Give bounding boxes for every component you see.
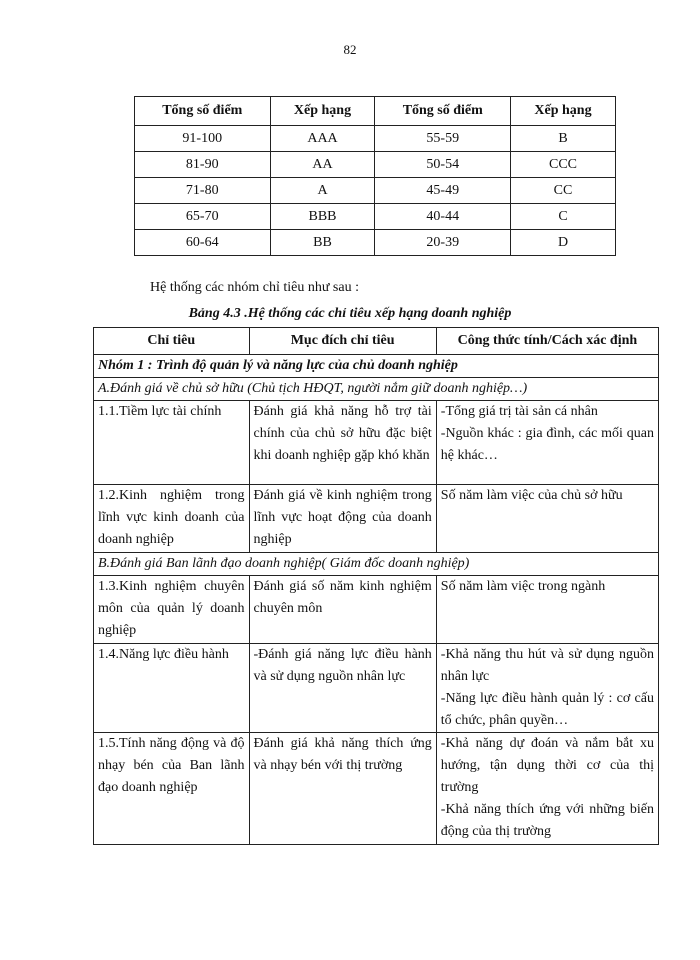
table-cell: 50-54 (375, 152, 511, 178)
purpose-cell: Đánh giá khả năng thích ứng và nhạy bén với thị trường (249, 733, 436, 845)
formula-line: -Tổng giá trị tài sản cá nhân (440, 404, 598, 419)
formula-line: -Khả năng dự đoán và nắm bắt xu hướng, tận dụng thời cơ của thị trường (440, 736, 654, 795)
column-header: Xếp hạng (511, 97, 616, 126)
table-cell: 20-39 (375, 230, 511, 256)
table-cell: 91-100 (135, 126, 271, 152)
criterion-cell: 1.5.Tính năng động và độ nhạy bén của Ban lãnh đạo doanh nghiệp (94, 733, 250, 845)
table-cell: C (511, 204, 616, 230)
criterion-cell: 1.1.Tiềm lực tài chính (94, 401, 250, 485)
table-cell: A (270, 178, 375, 204)
formula-line: -Khả năng thu hút và sử dụng nguồn nhân lực (440, 647, 654, 684)
table-cell: CC (511, 178, 616, 204)
intro-text: Hệ thống các nhóm chỉ tiêu như sau : (150, 280, 359, 295)
table-row (135, 204, 616, 230)
table-cell: B (511, 126, 616, 152)
criterion-cell: 1.2.Kinh nghiệm trong lĩnh vực kinh doanh của doanh nghiệp (94, 485, 250, 553)
formula-cell (436, 644, 658, 733)
group-heading-row (94, 355, 659, 378)
table-row (135, 152, 616, 178)
purpose-cell: -Đánh giá năng lực điều hành và sử dụng nguồn nhân lực (249, 644, 436, 733)
formula-cell (436, 485, 658, 553)
table-row (94, 485, 659, 553)
section-heading: A.Đánh giá về chủ sở hữu (Chủ tịch HĐQT, người nắm giữ doanh nghiệp…) (94, 378, 659, 401)
section-heading-row (94, 378, 659, 401)
column-header: Tổng số điểm (135, 97, 271, 126)
table-cell: D (511, 230, 616, 256)
criteria-table (93, 327, 659, 845)
column-header: Tổng số điểm (375, 97, 511, 126)
section-heading-row (94, 553, 659, 576)
table-cell: 55-59 (375, 126, 511, 152)
criterion-cell: 1.4.Năng lực điều hành (94, 644, 250, 733)
table-header-row (135, 97, 616, 126)
score-rating-table (134, 96, 616, 256)
table-cell: BBB (270, 204, 375, 230)
table-cell: 40-44 (375, 204, 511, 230)
table-caption: Bảng 4.3 .Hệ thống các chỉ tiêu xếp hạng doanh nghiệp (188, 306, 512, 321)
criterion-cell: 1.3.Kinh nghiệm chuyên môn của quản lý doanh nghiệp (94, 576, 250, 644)
purpose-cell: Đánh giá về kinh nghiệm trong lĩnh vực hoạt động của doanh nghiệp (249, 485, 436, 553)
formula-line: -Khả năng thích ứng với những biến động của thị trường (440, 802, 654, 839)
formula-cell (436, 401, 658, 485)
table-row (135, 178, 616, 204)
table-header-row (94, 328, 659, 355)
table-row (135, 230, 616, 256)
purpose-cell: Đánh giá khả năng hỗ trợ tài chính của chủ sở hữu đặc biệt khi doanh nghiệp gặp khó khăn (249, 401, 436, 485)
table-cell: 65-70 (135, 204, 271, 230)
column-header: Chỉ tiêu (94, 328, 250, 355)
formula-line: -Nguồn khác : gia đình, các mối quan hệ khác… (440, 426, 654, 463)
table-row (94, 644, 659, 733)
table-cell: 81-90 (135, 152, 271, 178)
page-number: 82 (343, 42, 357, 57)
table-cell: 60-64 (135, 230, 271, 256)
formula-cell (436, 576, 658, 644)
formula-line: Số năm làm việc trong ngành (440, 579, 606, 594)
column-header: Công thức tính/Cách xác định (436, 328, 658, 355)
table-cell: AAA (270, 126, 375, 152)
purpose-cell: Đánh giá số năm kinh nghiệm chuyên môn (249, 576, 436, 644)
table-cell: 71-80 (135, 178, 271, 204)
table-cell: CCC (511, 152, 616, 178)
table-cell: BB (270, 230, 375, 256)
formula-line: -Năng lực điều hành quản lý : cơ cấu tổ chức, phân quyền… (440, 691, 654, 728)
formula-line: Số năm làm việc của chủ sở hữu (440, 488, 623, 503)
table-row (94, 733, 659, 845)
column-header: Xếp hạng (270, 97, 375, 126)
table-row (94, 576, 659, 644)
table-cell: 45-49 (375, 178, 511, 204)
column-header: Mục đích chỉ tiêu (249, 328, 436, 355)
formula-cell (436, 733, 658, 845)
table-row (135, 126, 616, 152)
table-row (94, 401, 659, 485)
table-cell: AA (270, 152, 375, 178)
group-heading: Nhóm 1 : Trình độ quản lý và năng lực của chủ doanh nghiệp (94, 355, 659, 378)
section-heading: B.Đánh giá Ban lãnh đạo doanh nghiệp( Giám đốc doanh nghiệp) (94, 553, 659, 576)
